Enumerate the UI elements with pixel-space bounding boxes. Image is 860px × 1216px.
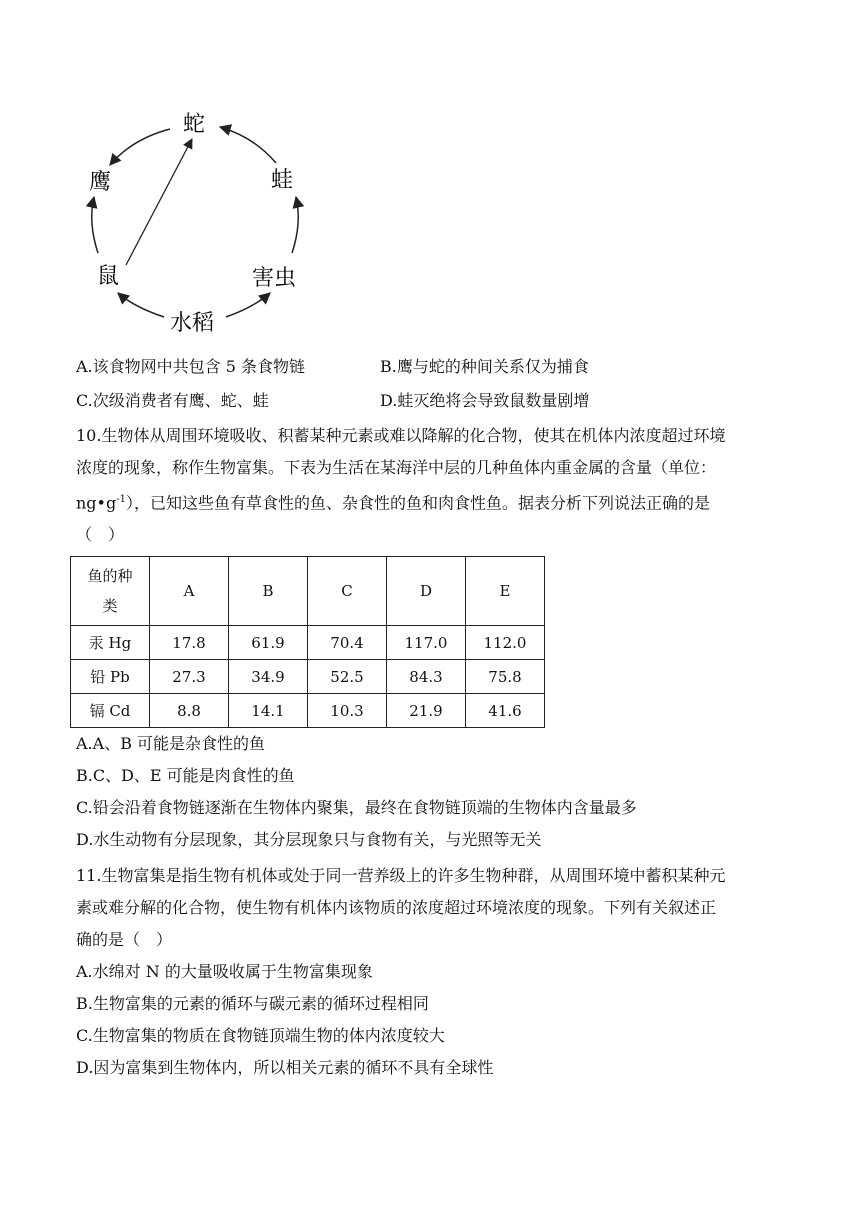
arrow-mouse-to-snake	[126, 139, 192, 265]
unit-superscript: -1	[116, 494, 126, 505]
table-header-cell: D	[387, 557, 466, 626]
unit-text: ng•g	[76, 493, 117, 513]
q10-option-d: D.水生动物有分层现象，其分层现象只与食物有关，与光照等无关	[76, 830, 542, 849]
table-cell: 75.8	[466, 660, 545, 694]
q10-stem	[76, 420, 796, 551]
node-frog: 蛙	[270, 168, 294, 193]
table-row	[71, 660, 545, 694]
table-header-cell: C	[308, 557, 387, 626]
table-cell: 70.4	[308, 626, 387, 660]
q10-stem-line2: 浓度的现象，称作生物富集。下表为生活在某海洋中层的几种鱼体内重金属的含量（单位：	[76, 458, 717, 477]
q10-stem-line1: 10.生物体从周围环境吸收、积蓄某种元素或难以降解的化合物，使其在机体内浓度超过环境	[76, 426, 726, 445]
table-cell: 10.3	[308, 694, 387, 728]
node-snake: 蛇	[182, 112, 206, 137]
q11-option-d: D.因为富集到生物体内，所以相关元素的循环不具有全球性	[76, 1058, 494, 1077]
q9-option-b: B.鹰与蛇的种间关系仅为捕食	[380, 357, 589, 376]
table-row	[71, 694, 545, 728]
q10-stem-line3	[76, 484, 796, 519]
q11-stem-line1: 11.生物富集是指生物有机体或处于同一营养级上的许多生物种群，从周围环境中蓄积某种元	[76, 866, 726, 885]
table-cell: 14.1	[229, 694, 308, 728]
header-fish-type-line2: 类	[102, 597, 118, 615]
q10-options	[76, 728, 796, 856]
arrow-rice-to-pest	[226, 293, 270, 317]
table-cell: 8.8	[150, 694, 229, 728]
table-row-label: 汞 Hg	[71, 626, 150, 660]
q11-block	[76, 860, 796, 1084]
table-cell: 21.9	[387, 694, 466, 728]
table-row-label: 铅 Pb	[71, 660, 150, 694]
table-cell: 61.9	[229, 626, 308, 660]
table-cell: 112.0	[466, 626, 545, 660]
q9-option-c: C.次级消费者有鹰、蛇、蛙	[76, 391, 269, 410]
arrow-rice-to-mouse	[118, 293, 164, 317]
q11-option-a: A.水绵对 N 的大量吸收属于生物富集现象	[76, 962, 373, 981]
arrow-snake-to-eagle	[110, 129, 170, 165]
header-fish-type-line1: 鱼的种	[87, 567, 133, 585]
q11-stem-line2: 素或难分解的化合物，使生物有机体内该物质的浓度超过环境浓度的现象。下列有关叙述正	[76, 898, 717, 917]
table-cell: 34.9	[229, 660, 308, 694]
table-cell: 27.3	[150, 660, 229, 694]
arrow-frog-to-snake	[220, 127, 276, 163]
heavy-metal-table	[70, 556, 545, 728]
table-header-fish-type	[71, 557, 150, 626]
node-eagle: 鹰	[88, 170, 112, 195]
q10-stem-line4: （ ）	[76, 525, 125, 545]
arrow-pest-to-frog	[292, 197, 298, 253]
q11-option-b: B.生物富集的元素的循环与碳元素的循环过程相同	[76, 994, 429, 1013]
table-cell: 52.5	[308, 660, 387, 694]
table-header-cell: A	[150, 557, 229, 626]
q11-stem-line3: 确的是（ ）	[76, 930, 173, 949]
node-pest: 害虫	[251, 266, 297, 291]
q10-option-b: B.C、D、E 可能是肉食性的鱼	[76, 766, 295, 785]
table-cell: 41.6	[466, 694, 545, 728]
q9-option-d: D.蛙灭绝将会导致鼠数量剧增	[380, 391, 590, 410]
table-header-row	[71, 557, 545, 626]
table-row	[71, 626, 545, 660]
food-web-diagram	[70, 95, 320, 345]
q11-option-c: C.生物富集的物质在食物链顶端生物的体内浓度较大	[76, 1026, 445, 1045]
table-row-label: 镉 Cd	[71, 694, 150, 728]
node-rice: 水稻	[169, 311, 215, 336]
table-cell: 17.8	[150, 626, 229, 660]
q10-option-c: C.铅会沿着食物链逐渐在生物体内聚集，最终在食物链顶端的生物体内含量最多	[76, 798, 637, 817]
q9-option-a: A.该食物网中共包含 5 条食物链	[76, 357, 305, 376]
table-cell: 117.0	[387, 626, 466, 660]
arrow-mouse-to-eagle	[92, 197, 98, 253]
table-header-cell: B	[229, 557, 308, 626]
node-mouse: 鼠	[96, 264, 120, 289]
table-cell: 84.3	[387, 660, 466, 694]
q10-option-a: A.A、B 可能是杂食性的鱼	[76, 734, 266, 753]
table-header-cell: E	[466, 557, 545, 626]
q10-stem-line3-rest: ），已知这些鱼有草食性的鱼、杂食性的鱼和肉食性鱼。据表分析下列说法正确的是	[125, 493, 710, 513]
